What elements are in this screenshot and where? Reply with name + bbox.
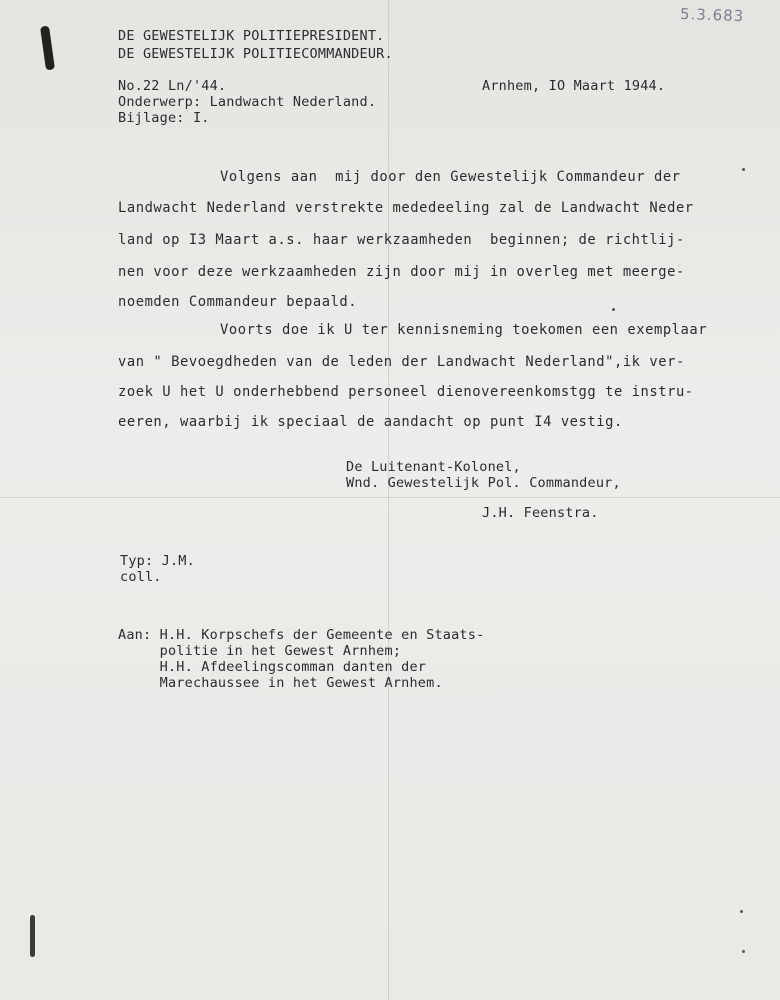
body-line: eeren, waarbij ik speciaal de aandacht op punt I4 vestig. — [118, 414, 623, 430]
attachment-line: Bijlage: I. — [118, 110, 210, 126]
body-line: noemden Commandeur bepaald. — [118, 294, 358, 310]
copy-line: coll. — [120, 569, 162, 585]
signature-rank: De Luitenant-Kolonel, — [346, 459, 521, 475]
punch-hole-mark-top — [40, 26, 55, 71]
archive-number-annotation: 5.3.683 — [679, 4, 745, 26]
recipient-line: Marechaussee in het Gewest Arnhem. — [118, 675, 443, 691]
body-line: van " Bevoegdheden van de leden der Landwacht Nederland",ik ver- — [118, 354, 685, 370]
body-line: Volgens aan mij door den Gewestelijk Commandeur der — [220, 169, 681, 185]
recipient-line: politie in het Gewest Arnhem; — [118, 643, 402, 659]
ink-speck — [742, 168, 745, 171]
body-line: nen voor deze werkzaamheden zijn door mij in overleg met meerge- — [118, 264, 685, 280]
signature-name: J.H. Feenstra. — [482, 505, 599, 521]
recipient-line: Aan: H.H. Korpschefs der Gemeente en Staats- — [118, 627, 485, 643]
signature-title: Wnd. Gewestelijk Pol. Commandeur, — [346, 475, 621, 491]
vertical-fold-crease — [388, 0, 389, 1000]
ink-speck — [742, 950, 745, 953]
punch-hole-mark-bottom — [30, 915, 35, 957]
ink-speck — [740, 910, 743, 913]
letterhead-line-2: DE GEWESTELIJK POLITIECOMMANDEUR. — [118, 46, 393, 62]
recipient-line: H.H. Afdeelingscomman danten der — [118, 659, 427, 675]
letterhead-line-1: DE GEWESTELIJK POLITIEPRESIDENT. — [118, 28, 385, 44]
reference-number: No.22 Ln/'44. — [118, 78, 227, 94]
ink-speck — [612, 308, 615, 311]
typist-line: Typ: J.M. — [120, 553, 195, 569]
horizontal-fold-crease — [0, 497, 780, 498]
body-line: zoek U het U onderhebbend personeel dienovereenkomstgg te instru- — [118, 384, 694, 400]
body-line: land op I3 Maart a.s. haar werkzaamheden beginnen; de richtlij- — [118, 232, 685, 248]
place-and-date: Arnhem, IO Maart 1944. — [482, 78, 666, 94]
body-line: Landwacht Nederland verstrekte mededeeling zal de Landwacht Neder — [118, 200, 694, 216]
body-line: Voorts doe ik U ter kennisneming toekomen een exemplaar — [220, 322, 708, 338]
subject-line: Onderwerp: Landwacht Nederland. — [118, 94, 377, 110]
